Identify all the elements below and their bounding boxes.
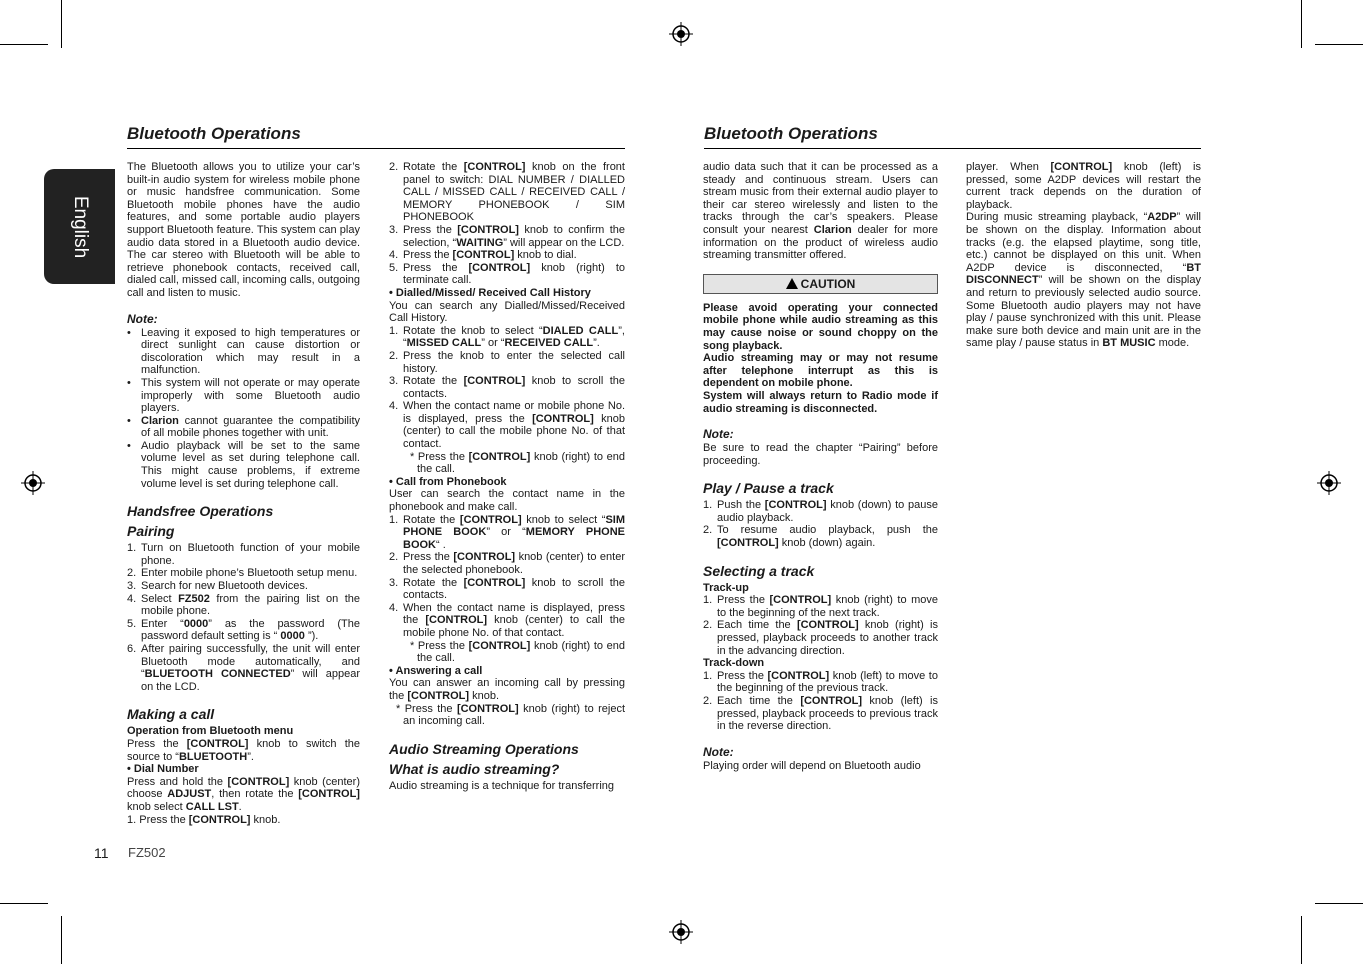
list-item: 4. Press the [CONTROL] knob to dial.	[389, 249, 577, 262]
crop-mark	[1315, 44, 1363, 45]
list-item: 2. Enter mobile phone’s Bluetooth setup menu.	[127, 567, 358, 580]
list-item: 4. When the contact name or mobile phone No. is displayed, press the [CONTROL] knob (center) to call the mobile phone No. of that contact. * Press the [CONTROL] knob (right) to end the call.	[389, 400, 625, 476]
crop-mark	[61, 916, 62, 964]
column-3	[703, 161, 938, 772]
caution-banner: CAUTION	[703, 274, 938, 294]
list-item: 2. Press the knob to enter the selected call history.	[389, 349, 625, 375]
note-label: Note:	[703, 744, 734, 759]
column-4	[966, 161, 1201, 350]
header-rule	[127, 148, 625, 149]
list-item: 2. Press the [CONTROL] knob (center) to enter the selected phonebook.	[389, 551, 625, 576]
footnote: * Press the [CONTROL] knob (right) to reject an incoming call.	[396, 702, 626, 728]
paragraph: Playing order will depend on Bluetooth audio	[703, 759, 921, 772]
subheading: Track-up	[703, 581, 749, 594]
warning-icon	[786, 278, 798, 289]
registration-mark-icon	[669, 920, 693, 944]
subheading: • Dialled/Missed/ Received Call History	[389, 286, 591, 299]
list-item: 1. Turn on Bluetooth function of your mobile phone.	[127, 542, 360, 567]
subheading: Track-down	[703, 657, 765, 670]
phonebook-steps	[389, 514, 625, 665]
crop-mark	[0, 903, 48, 904]
list-item: 1. Press the [CONTROL] knob (left) to move to the beginning of the previous track.	[703, 669, 938, 695]
play-steps	[703, 499, 938, 549]
list-item: 5. Enter “0000” as the password (The password default setting is “ 0000 ”).	[127, 617, 360, 643]
language-tab-label: English	[69, 195, 91, 258]
footnote: * Press the [CONTROL] knob (right) to end the call.	[410, 450, 625, 476]
section-heading: Making a call	[127, 706, 215, 723]
registration-mark-icon	[669, 22, 693, 46]
note-label: Note:	[127, 311, 158, 326]
caution-text: Audio streaming may or may not resume after telephone interrupt as this is dependent on mobile phone.	[703, 352, 938, 390]
dial-steps	[389, 161, 625, 287]
note-label: Note:	[703, 427, 734, 442]
list-item: 6. After pairing successfully, the unit will enter Bluetooth mode automatically, and “BLUETOOTH CONNECTED” will appear on the LCD.	[127, 643, 360, 693]
list-item: • Leaving it exposed to high temperatures or direct sunlight can cause distortion or discoloration which may result in a malfunction.	[127, 327, 360, 377]
list-item: 4. When the contact name is displayed, press the [CONTROL] knob (center) to call the mobile phone No. of that contact. * Press the [CONTROL] knob (right) to end the call.	[389, 601, 625, 665]
intro-paragraph: The Bluetooth allows you to utilize your car’s built-in audio system for wireless mobile phone or music handsfree communication. Some Bluetooth mobile phones have the audio features, and some portable audio players support Bluetooth feature. This system can play audio data stored in a Bluetooth audio device. The car stereo with Bluetooth will be able to retrieve phonebook contacts, received call, dialed call, missed call, incoming calls, outgoing call and listen to music.	[127, 161, 360, 299]
list-item: 2. Rotate the [CONTROL] knob on the front panel to switch: DIAL NUMBER / DIALLED CALL / MISSED CALL / RECEIVED CALL / MEMORY PHONEBOOK / SIM PHONEBOOK	[389, 161, 625, 224]
list-item: • Audio playback will be set to the same volume level as set during telephone call. This might cause problems, if extreme volume level is set during telephone call.	[127, 440, 360, 490]
paragraph: User can search the contact name in the phonebook and make call.	[389, 488, 625, 514]
column-1	[127, 161, 360, 826]
list-item: 4. Select FZ502 from the pairing list on the mobile phone.	[127, 592, 360, 618]
list-item: 3. Rotate the [CONTROL] knob to scroll the contacts.	[389, 576, 625, 602]
crop-mark	[1315, 903, 1363, 904]
list-item: 3. Press the [CONTROL] knob to confirm the selection, “WAITING” will appear on the LCD.	[389, 223, 626, 249]
list-item: 1. Press the [CONTROL] knob (right) to move to the beginning of the next track.	[703, 594, 938, 619]
registration-mark-icon	[1317, 471, 1341, 495]
track-down-steps	[703, 670, 938, 733]
paragraph: Press and hold the [CONTROL] knob (center) choose ADJUST, then rotate the [CONTROL] knob select CALL LST.	[127, 775, 360, 813]
note-list	[127, 327, 360, 491]
right-page-header: Bluetooth Operations	[704, 124, 878, 143]
footnote: * Press the [CONTROL] knob (right) to end the call.	[410, 639, 625, 665]
crop-mark	[0, 44, 48, 45]
list-item: 3. Rotate the [CONTROL] knob to scroll the contacts.	[389, 375, 625, 400]
list-item: 2. Each time the [CONTROL] knob (left) is pressed, playback proceeds to previous track in the reverse direction.	[703, 695, 938, 733]
caution-text: System will always return to Radio mode if audio streaming is disconnected.	[703, 389, 938, 415]
crop-mark	[61, 0, 62, 48]
subheading: • Answering a call	[389, 664, 483, 677]
list-item: 2. Each time the [CONTROL] knob (right) is pressed, playback proceeds to another track in the advancing direction.	[703, 619, 938, 657]
list-item: 3. Search for new Bluetooth devices.	[127, 580, 308, 593]
caution-text: Please avoid operating your connected mobile phone while audio streaming as this may cause noise or sound choppy on the song playback.	[703, 301, 938, 352]
list-item: • This system will not operate or may operate improperly with some Bluetooth audio players.	[127, 377, 360, 415]
page-number: 11	[94, 845, 109, 861]
paragraph: audio data such that it can be processed as a steady and continuous stream. Users can stream music from their external audio player to their car stereo wirelessly and listen to the tracks through the car’s speakers. Please consult your nearest Clarion dealer for more information on the product of wireless audio streaming transmitter offered.	[703, 161, 938, 262]
paragraph: You can answer an incoming call by pressing the [CONTROL] knob.	[389, 677, 625, 702]
paragraph: You can search any Dialled/Missed/Received Call History.	[389, 299, 625, 325]
history-steps	[389, 325, 625, 476]
list-item: 1. Rotate the [CONTROL] knob to select “SIM PHONE BOOK” or “MEMORY PHONE BOOK“ .	[389, 513, 625, 551]
section-heading: What is audio streaming?	[389, 760, 560, 777]
paragraph: Be sure to read the chapter “Pairing” before proceeding.	[703, 442, 938, 467]
registration-mark-icon	[21, 471, 45, 495]
section-heading: Play / Pause a track	[703, 480, 834, 497]
list-item: 1. Rotate the knob to select “DIALED CALL”, “MISSED CALL” or “RECEIVED CALL”.	[389, 324, 625, 350]
model-code: FZ502	[128, 845, 166, 860]
subheading: • Dial Number	[127, 763, 199, 776]
list-item: 5. Press the [CONTROL] knob (right) to terminate call.	[389, 261, 625, 287]
section-heading: Audio Streaming Operations	[389, 740, 579, 757]
track-up-steps	[703, 594, 938, 657]
paragraph: player. When [CONTROL] knob (left) is pressed, some A2DP devices will restart the current track depends on the duration of playback.	[966, 161, 1201, 211]
section-heading: Pairing	[127, 523, 175, 540]
subheading: Operation from Bluetooth menu	[127, 725, 294, 738]
subheading: • Call from Phonebook	[389, 475, 507, 488]
paragraph: Press the [CONTROL] knob to switch the source to “BLUETOOTH”.	[127, 737, 361, 763]
section-heading: Selecting a track	[703, 562, 815, 579]
header-rule	[704, 148, 1201, 149]
list-item: 2. To resume audio playback, push the [CONTROL] knob (down) again.	[703, 524, 938, 550]
language-tab	[44, 169, 115, 284]
pairing-steps	[127, 542, 360, 693]
crop-mark	[1301, 0, 1302, 48]
paragraph: Audio streaming is a technique for transferring	[389, 779, 615, 792]
list-item: 1. Push the [CONTROL] knob (down) to pause audio playback.	[703, 499, 938, 524]
list-item: • Clarion cannot guarantee the compatibility of all mobile phones together with unit.	[127, 415, 360, 440]
crop-mark	[1301, 916, 1302, 964]
section-heading: Handsfree Operations	[127, 503, 274, 520]
paragraph: During music streaming playback, “A2DP” will be shown on the display. Information about tracks (e.g. the elapsed playtime, song title, etc.) cannot be displayed on this unit. When A2DP device is disconnected, “BT DISCONNECT” will be shown on the display and return to previously selected audio source. Some Bluetooth audio players may not have play / pause synchronized with this unit. Please make sure both device and main unit are in the same play / pause status in BT MUSIC mode.	[966, 211, 1201, 350]
column-2	[389, 161, 625, 792]
left-page-header: Bluetooth Operations	[127, 124, 301, 143]
paragraph: 1. Press the [CONTROL] knob.	[127, 813, 281, 826]
